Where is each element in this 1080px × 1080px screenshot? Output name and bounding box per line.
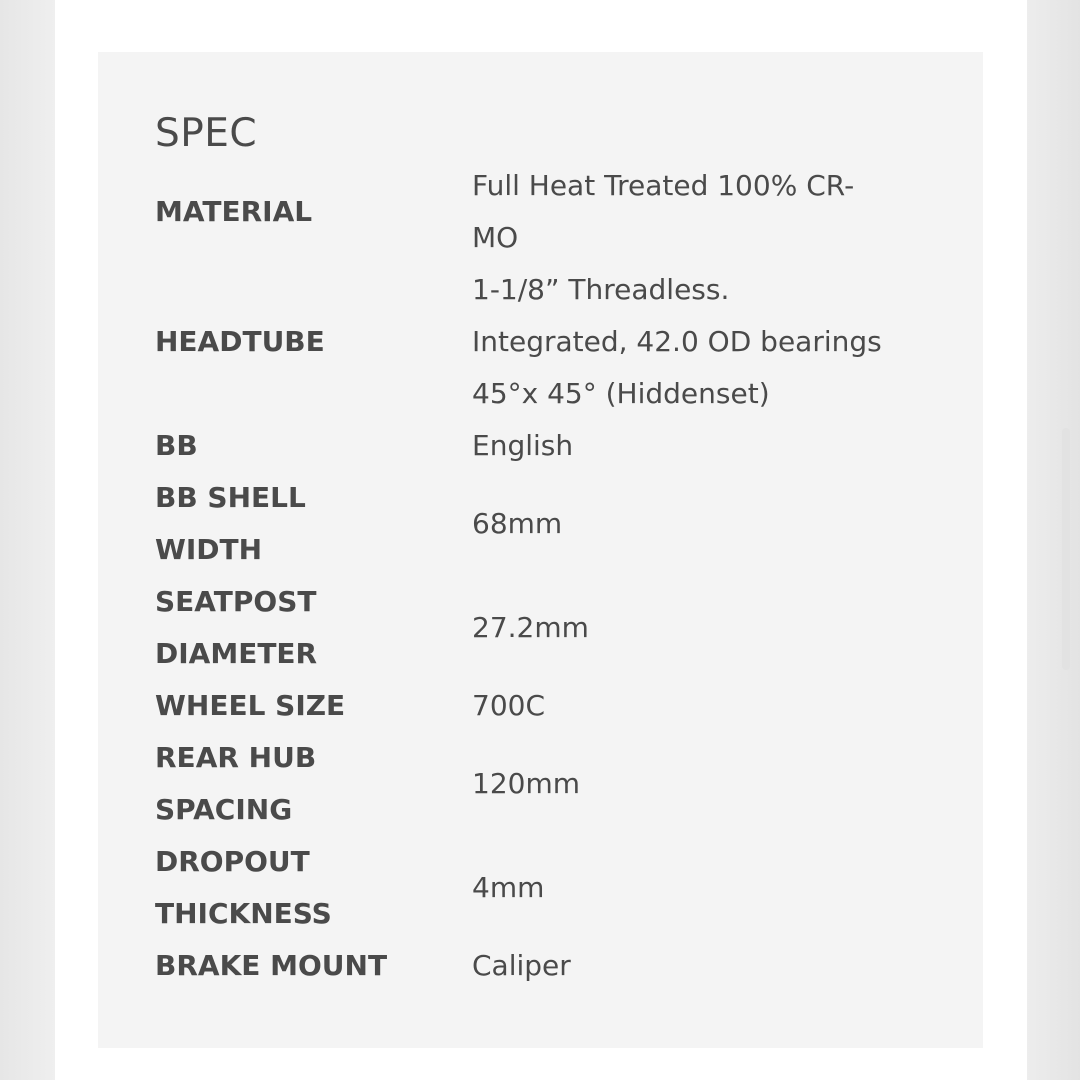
spec-value: Caliper xyxy=(472,949,571,982)
spec-value: 4mm xyxy=(472,871,545,904)
left-page-edge xyxy=(0,0,55,1080)
right-page-edge xyxy=(1027,0,1080,1080)
spec-value: English xyxy=(472,429,574,462)
spec-value: 700C xyxy=(472,689,545,722)
spec-row-material xyxy=(155,160,935,264)
spec-row-wheel-size xyxy=(155,680,935,732)
spec-label: BB SHELL WIDTH xyxy=(155,481,306,566)
spec-label: HEADTUBE xyxy=(155,325,325,358)
spec-row-dropout-thickness xyxy=(155,836,935,940)
spec-row-seatpost-diameter xyxy=(155,576,935,680)
spec-panel xyxy=(98,52,983,1048)
spec-label: BRAKE MOUNT xyxy=(155,949,388,982)
spec-label: BB xyxy=(155,429,198,462)
spec-value: 68mm xyxy=(472,507,563,540)
spec-title: SPEC xyxy=(155,111,258,156)
spec-row-headtube xyxy=(155,264,935,420)
scroll-indicator[interactable] xyxy=(1062,428,1070,670)
product-page xyxy=(55,0,1027,1080)
spec-label: DROPOUT THICKNESS xyxy=(155,845,332,930)
spec-label: SEATPOST DIAMETER xyxy=(155,585,318,670)
spec-table xyxy=(155,160,935,992)
spec-row-brake-mount xyxy=(155,940,935,992)
spec-row-bb xyxy=(155,420,935,472)
spec-label: MATERIAL xyxy=(155,195,313,228)
spec-value: Full Heat Treated 100% CR- MO xyxy=(472,169,855,254)
spec-value: 1-1/8” Threadless. Integrated, 42.0 OD bearings 45°x 45° (Hiddenset) xyxy=(472,273,882,410)
spec-value: 27.2mm xyxy=(472,611,589,644)
spec-label: WHEEL SIZE xyxy=(155,689,346,722)
spec-value: 120mm xyxy=(472,767,580,800)
spec-row-bb-shell-width xyxy=(155,472,935,576)
spec-row-rear-hub-spacing xyxy=(155,732,935,836)
spec-label: REAR HUB SPACING xyxy=(155,741,317,826)
